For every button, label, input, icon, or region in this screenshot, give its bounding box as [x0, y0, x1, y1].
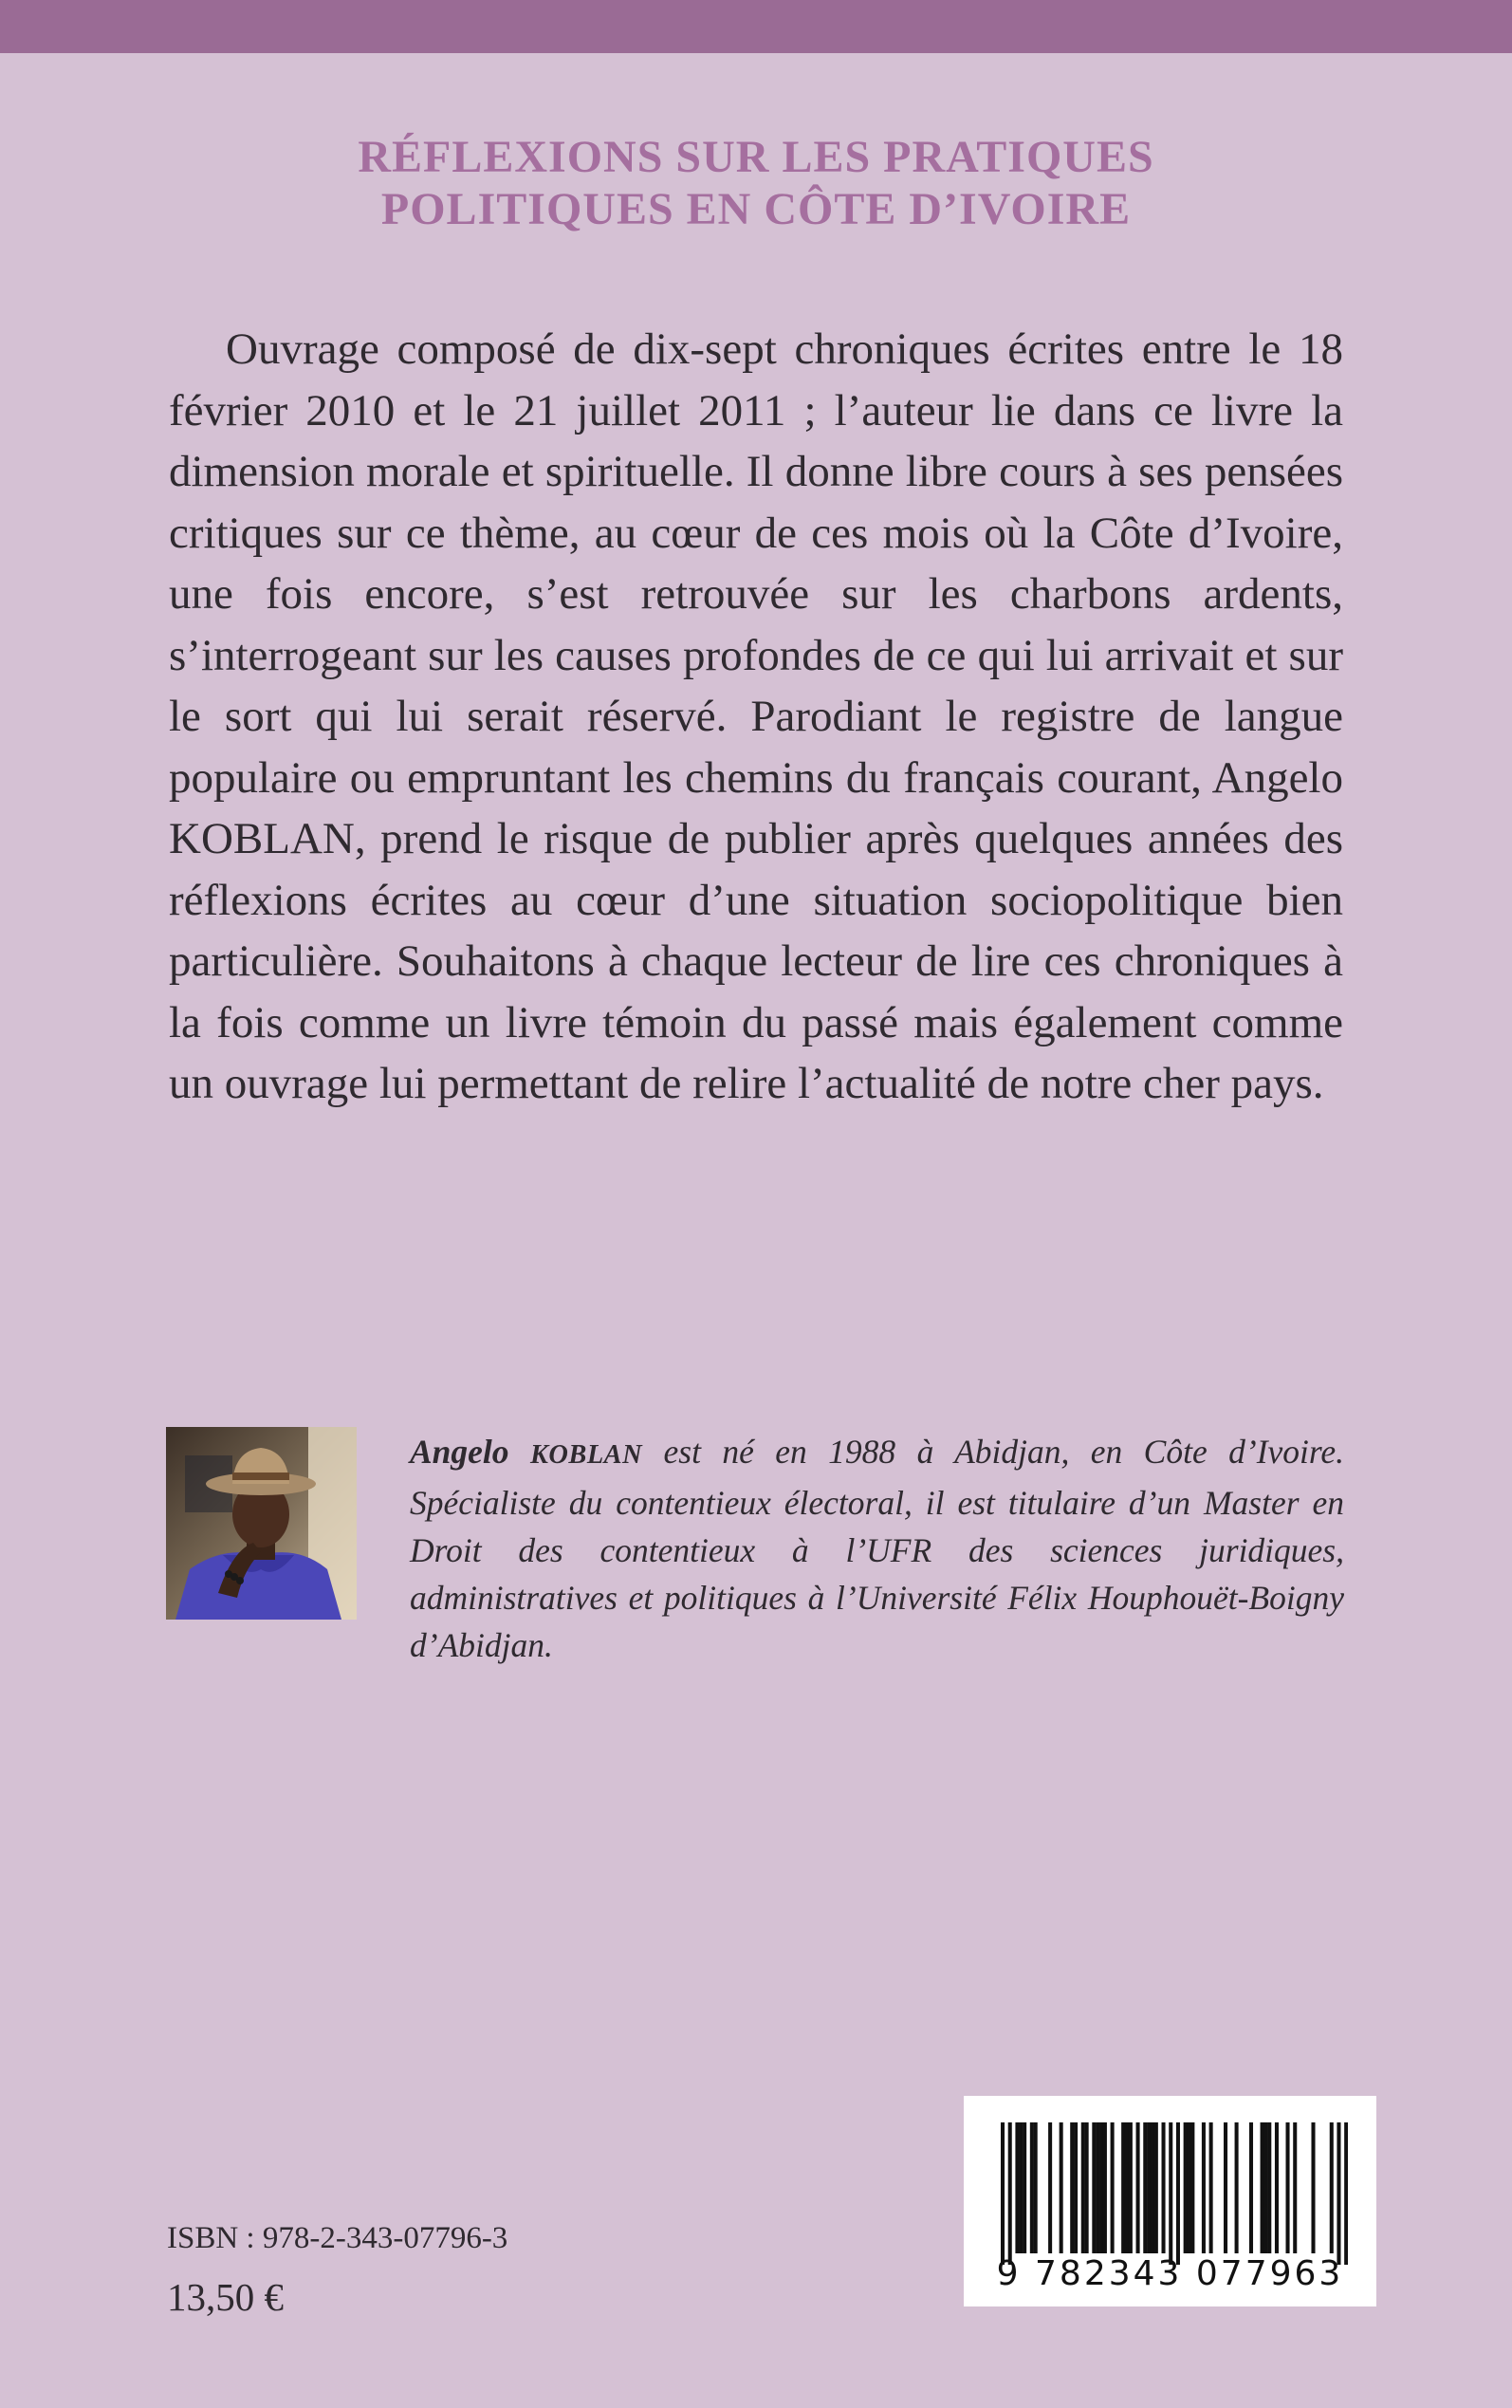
barcode-bar: [1337, 2122, 1340, 2265]
barcode-bar: [1187, 2122, 1190, 2253]
barcode-bar: [1001, 2122, 1005, 2265]
author-bio: [410, 1428, 1344, 1669]
book-title: [187, 131, 1325, 235]
isbn: ISBN : 978-2-343-07796-3: [167, 2221, 508, 2255]
author-photo: [166, 1427, 357, 1620]
barcode-bar: [1111, 2122, 1115, 2253]
barcode-bar: [1147, 2122, 1151, 2253]
barcode-number: 9 782343 077963: [996, 2254, 1344, 2293]
barcode-bar: [1151, 2122, 1154, 2253]
book-summary: Ouvrage composé de dix-sept chroniques écrites entre le 18 février 2010 et le 21 juillet 2011 ; l’auteur lie dans ce livre la dimension morale et spirituelle. Il donne libre cours à ses pensées critiques sur ce thème, au cœur de ces mois où la Côte d’Ivoire, une fois encore, s’est retrouvée sur les charbons ardents, s’interrogeant sur les causes profondes de ce qui lui arrivait et sur le sort qui lui serait réservé. Parodiant le registre de langue populaire ou empruntant les chemins du français courant, Angelo KOBLAN, prend le risque de publier après quelques années des réflexions écrites au cœur d’une situation sociopolitique bien particulière. Souhaitons à chaque lecteur de lire ces chroniques à la fois comme un livre témoin du passé mais également comme un ouvrage lui permettant de relire l’actualité de notre cher pays.: [169, 324, 1343, 1108]
author-bio-text: est né en 1988 à Abidjan, en Côte d’Ivoire. Spécialiste du contentieux électoral, il est titulaire d’un Master en Droit des contentieux à l’UFR des sciences juridiques, administratives et politiques à l’Université Félix Houphouët-Boigny d’Abidjan.: [410, 1433, 1345, 1664]
top-color-band: [0, 0, 1512, 53]
barcode-bar: [1125, 2122, 1129, 2253]
barcode-bar: [1121, 2122, 1125, 2253]
barcode-bar: [1103, 2122, 1107, 2253]
barcode-bar: [1293, 2122, 1297, 2253]
barcode-bar: [1154, 2122, 1158, 2253]
barcode-bar: [1136, 2122, 1140, 2253]
book-title-line-2: POLITIQUES EN CÔTE D’IVOIRE: [380, 184, 1132, 234]
barcode: [964, 2096, 1376, 2306]
barcode-bar: [1162, 2122, 1166, 2253]
barcode-bar: [1023, 2122, 1026, 2253]
barcode-bar: [1169, 2122, 1172, 2265]
barcode-bar: [1261, 2122, 1264, 2253]
barcode-bar: [1060, 2122, 1063, 2253]
barcode-bar: [1190, 2122, 1194, 2253]
author-name: [410, 1433, 642, 1471]
author-last-name: KOBLAN: [529, 1440, 643, 1470]
barcode-bar: [1030, 2122, 1034, 2253]
barcode-bar: [1263, 2122, 1267, 2253]
barcode-bar: [1224, 2122, 1227, 2253]
barcode-bar: [1129, 2122, 1133, 2253]
barcode-bar: [1330, 2122, 1334, 2253]
barcode-bar: [1286, 2122, 1290, 2253]
barcode-bar: [1015, 2122, 1019, 2253]
barcode-bar: [1048, 2122, 1052, 2253]
barcode-bar: [1008, 2122, 1012, 2265]
barcode-bar: [1184, 2122, 1188, 2253]
barcode-bar: [1096, 2122, 1099, 2253]
barcode-bar: [1019, 2122, 1023, 2253]
book-title-line-1: RÉFLEXIONS SUR LES PRATIQUES: [358, 132, 1154, 182]
author-first-name: Angelo: [410, 1433, 509, 1471]
barcode-bars: [1001, 2122, 1348, 2265]
barcode-bar: [1267, 2122, 1271, 2253]
barcode-bar: [1209, 2122, 1213, 2253]
barcode-bar: [1249, 2122, 1253, 2253]
barcode-bar: [1344, 2122, 1348, 2265]
barcode-bar: [1143, 2122, 1147, 2253]
barcode-bar: [1099, 2122, 1103, 2253]
barcode-bar: [1235, 2122, 1239, 2253]
barcode-bar: [1085, 2122, 1089, 2253]
barcode-bar: [1176, 2122, 1180, 2265]
barcode-bar: [1034, 2122, 1038, 2253]
author-portrait-image: [166, 1427, 357, 1620]
barcode-bar: [1311, 2122, 1315, 2253]
barcode-bar: [1070, 2122, 1074, 2253]
barcode-bar: [1074, 2122, 1078, 2253]
barcode-bar: [1202, 2122, 1206, 2253]
price: 13,50 €: [167, 2275, 284, 2319]
barcode-bar: [1092, 2122, 1096, 2253]
barcode-bar: [1081, 2122, 1085, 2253]
barcode-bar: [1275, 2122, 1279, 2253]
